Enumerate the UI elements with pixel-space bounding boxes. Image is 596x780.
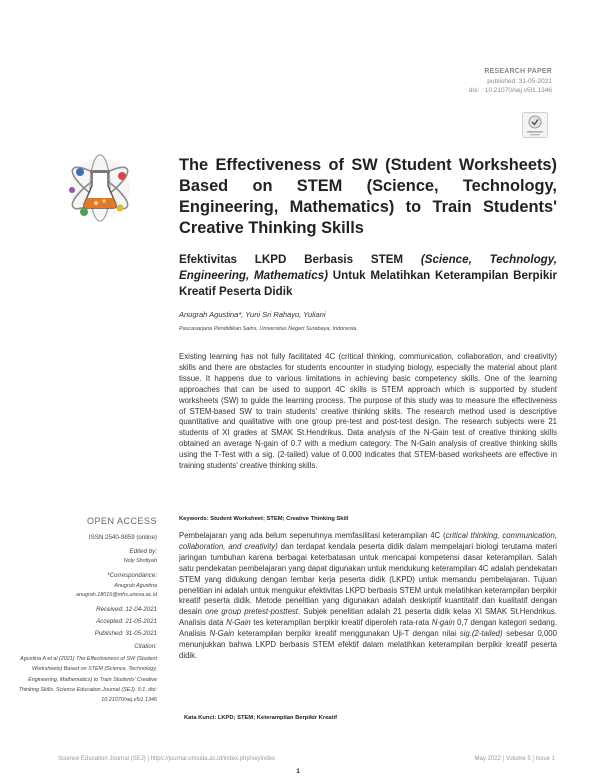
abstrak-text: . Subjek penelitian adalah 21 peserta didik kelas XI SMAK St.Hendrikus. Analisis data: [179, 607, 557, 628]
abstrak-italic: sig.(2-tailed): [459, 629, 503, 639]
citation-label: Citation:: [134, 643, 157, 650]
abstract-indonesian: [179, 531, 557, 662]
science-atom-logo-icon: [62, 150, 138, 226]
affiliation: Pascasarjana Pendidikan Sains, Universitas Negeri Surabaya, Indonesia.: [179, 326, 358, 332]
correspondence-label: *Correspondance:: [107, 572, 157, 579]
subtitle-tail: Untuk Melatihkan Keterampilan Berpikir Kreatif Peserta Didik: [179, 269, 557, 298]
abstrak-text: sebesar 0,000 menunjukkan bahwa LKPD berbasis STEM efektif dalam melatihkan keterampilan berpikir kreatif peserta didik.: [179, 629, 557, 660]
published-date: published: 31-05-2021: [487, 78, 552, 85]
citation-text: Agustina A et al (2021) The Effectiveness of SW (Student Worksheets) Based on STEM (Science, Technology, Engineering, Mathematics) to Train Students' Creative Thinking Skills. Science Education Journal (SEJ). 5:1. doi: 10.21070/sej.v5i1.1346: [18, 656, 157, 704]
check-for-updates-icon: [522, 112, 548, 138]
edited-by-label: Edited by:: [129, 548, 157, 555]
subtitle-lead: Efektivitas LKPD Berbasis STEM: [179, 253, 421, 266]
correspondence-name: Anugrah Agustina: [114, 583, 157, 589]
abstrak-text: Pembelajaran yang ada belum sepenuhnya memfasilitasi keterampilan 4C (: [179, 531, 446, 540]
abstrak-italic: one group pretest-posttest: [205, 607, 298, 617]
abstrak-italic: N-Gain: [226, 618, 251, 628]
issn: ISSN 2540-9859 (online): [88, 534, 157, 541]
abstrak-italic: N-gain: [431, 618, 455, 628]
check-for-updates-badge[interactable]: [522, 112, 548, 138]
abstrak-italic: N-Gain: [209, 629, 235, 639]
authors: Anugrah Agustina*, Yuni Sri Rahayu, Yuliani: [179, 310, 326, 319]
keywords: Keywords: Student Worksheet; STEM; Creative Thinking Skill: [179, 516, 349, 522]
abstrak-italic: critical thinking, communication, collaboration, and creativity): [179, 531, 557, 551]
correspondence-email[interactable]: anugrah.18016@mhs.unesa.ac.id: [76, 592, 157, 598]
subtitle-italic: (Science, Technology, Engineering, Mathematics): [179, 253, 557, 282]
journal-logo: [62, 150, 138, 226]
footer-journal[interactable]: Science Education Journal (SEJ) | https://journal.umsida.ac.id/index.php/sej/index: [58, 756, 276, 762]
editor-name: Noly Shofiyah: [123, 558, 157, 564]
published-date-side: Published: 31-05-2021: [94, 630, 157, 637]
abstrak-text: keterampilan berpikir kreatif menggunakan Uji-T dengan nilai: [234, 629, 460, 639]
kata-kunci: Kata Kunci: LKPD; STEM; Keterampilan Berpikir Kreatif: [184, 715, 338, 721]
abstract-english: Existing learning has not fully facilitated 4C (critical thinking, communication, collaboration, and creativity) skills and there are obstacles for students encounter in studying biology, especially the material about plant tissue. It happens due to various limitations in achieving basic competency skills. One of the learning approaches that can be used to support 4C skills is STEM approach which is supported by student worksheets (SW) to guide the learning process. The purpose of this study was to measure the effectiveness of STEM-based SW to train students' creative thinking skills. The research method used is descriptive quantitative and qualitative with one group pre-test and post-test design. The research subjects were 21 students of XI grades at SMAK St.Hendrikus. Data analysis of the N-Gain test of creative thinking skills obtained an average N-gain of 0.7 with a medium category. The N-Gain analysis of creative thinking skills using the T-Test with a sig. (2-tailed) value of 0.000 indicates that STEM-based worksheets are effective in training students' creative thinking skills.: [179, 352, 557, 471]
abstrak-text: 0,7 dengan kategori sedang. Analisis: [179, 618, 558, 639]
abstrak-text: dan terdapat kendala peserta didik dalam mempelajari biologi terutama materi jaringan tumbuhan karena berbagai keterbatasan untuk mencapai kompetensi dasar keterampilan. Salah satu pendekatan pembelajaran yang dapat digunakan untuk mendukung keterampilan 4C adalah pendekatan STEM yang didukung dengan lembar kerja peserta didik (LKPD) untuk memandu pembelajaran. Tujuan penelitian ini adalah untuk mengukur efektivitas LKPD berbasis STEM untuk melatihkan keterampilan berpikir kreatif peserta didik. Metode penelitian yang digunakan adalah deskriptif kuantitatif dan kualitatif dengan desain: [179, 541, 558, 617]
article-type: RESEARCH PAPER: [484, 68, 552, 75]
received-date: Received: 12-04-2021: [96, 606, 157, 613]
accepted-date: Accepted: 21-05-2021: [96, 618, 157, 625]
page-number: 1: [296, 768, 300, 775]
abstrak-text: tes keterampilan berpikir kreatif diperoleh rata-rata: [250, 618, 432, 628]
footer-issue: May 2022 | Volume 5 | Issue 1: [474, 756, 555, 762]
doi[interactable]: doi: : 10.21070/sej.v5i1.1346: [468, 87, 552, 94]
paper-title: The Effectiveness of SW (Student Worksheets) Based on STEM (Science, Technology, Engineering, Mathematics) to Train Students' Creative Thinking Skills: [179, 156, 557, 237]
paper-subtitle: [179, 252, 557, 300]
open-access-label: OPEN ACCESS: [86, 516, 157, 526]
